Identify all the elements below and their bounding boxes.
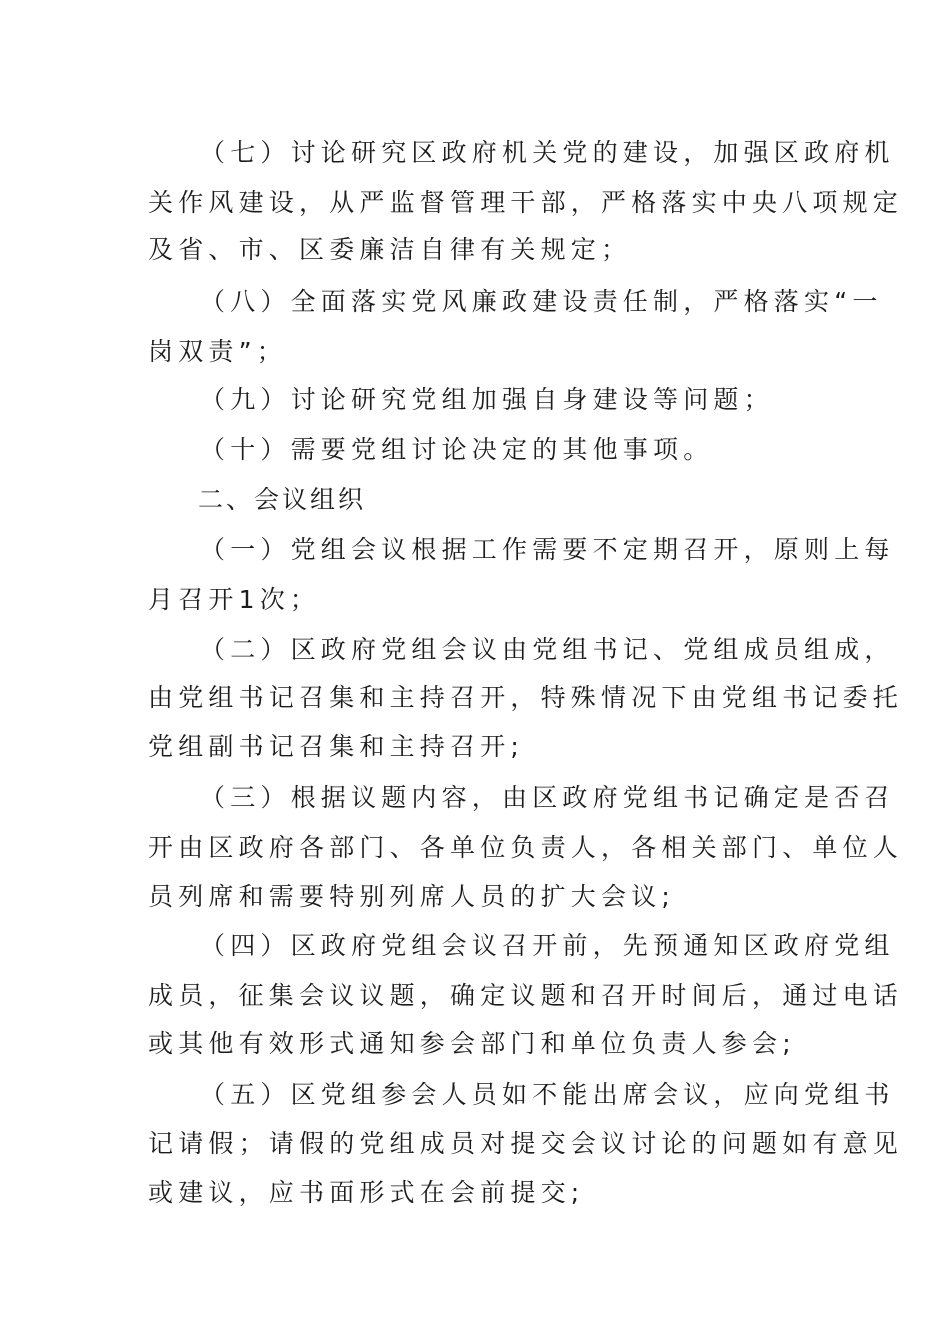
- item-9: （九）讨论研究党组加强自身建设等问题；: [200, 385, 774, 414]
- item-7-line-3: 及省、市、区委廉洁自律有关规定；: [148, 235, 632, 264]
- org-item-1-line-1: （一）党组会议根据工作需要不定期召开，原则上每: [200, 535, 895, 564]
- org-item-3-line-3: 员列席和需要特别列席人员的扩大会议;: [148, 882, 676, 911]
- item-7-line-1: （七）讨论研究区政府机关党的建设，加强区政府机: [200, 138, 895, 167]
- org-item-5-line-1: （五）区党组参会人员如不能出席会议，应向党组书: [200, 1080, 895, 1109]
- item-8-line-1: （八）全面落实党风廉政建设责任制，严格落实“一: [200, 287, 883, 316]
- org-item-4-line-2: 成员，征集会议议题，确定议题和召开时间后，通过电话: [148, 981, 904, 1010]
- org-item-5-line-2: 记请假；请假的党组成员对提交会议讨论的问题如有意见: [148, 1129, 904, 1158]
- org-item-4-line-1: （四）区政府党组会议召开前，先预通知区政府党组: [200, 931, 895, 960]
- org-item-3-line-2: 开由区政府各部门、各单位负责人，各相关部门、单位人: [148, 833, 904, 862]
- org-item-5-line-3: 或建议，应书面形式在会前提交;: [148, 1178, 585, 1207]
- org-item-2-line-2: 由党组书记召集和主持召开，特殊情况下由党组书记委托: [148, 683, 904, 712]
- org-item-2-line-3: 党组副书记召集和主持召开;: [148, 732, 525, 761]
- item-10: （十）需要党组讨论决定的其他事项。: [200, 435, 714, 464]
- org-item-1-line-2: 月召开1次；: [148, 585, 321, 614]
- org-item-4-line-3: 或其他有效形式通知参会部门和单位负责人参会;: [148, 1029, 796, 1058]
- org-item-3-line-1: （三）根据议题内容，由区政府党组书记确定是否召: [200, 783, 895, 812]
- section-heading-meeting-organization: 二、会议组织: [198, 485, 367, 514]
- item-8-line-2: 岗双责”；: [148, 337, 287, 366]
- item-7-line-2: 关作风建设，从严监督管理干部，严格落实中央八项规定: [148, 188, 904, 217]
- org-item-2-line-1: （二）区政府党组会议由党组书记、党组成员组成，: [200, 635, 895, 664]
